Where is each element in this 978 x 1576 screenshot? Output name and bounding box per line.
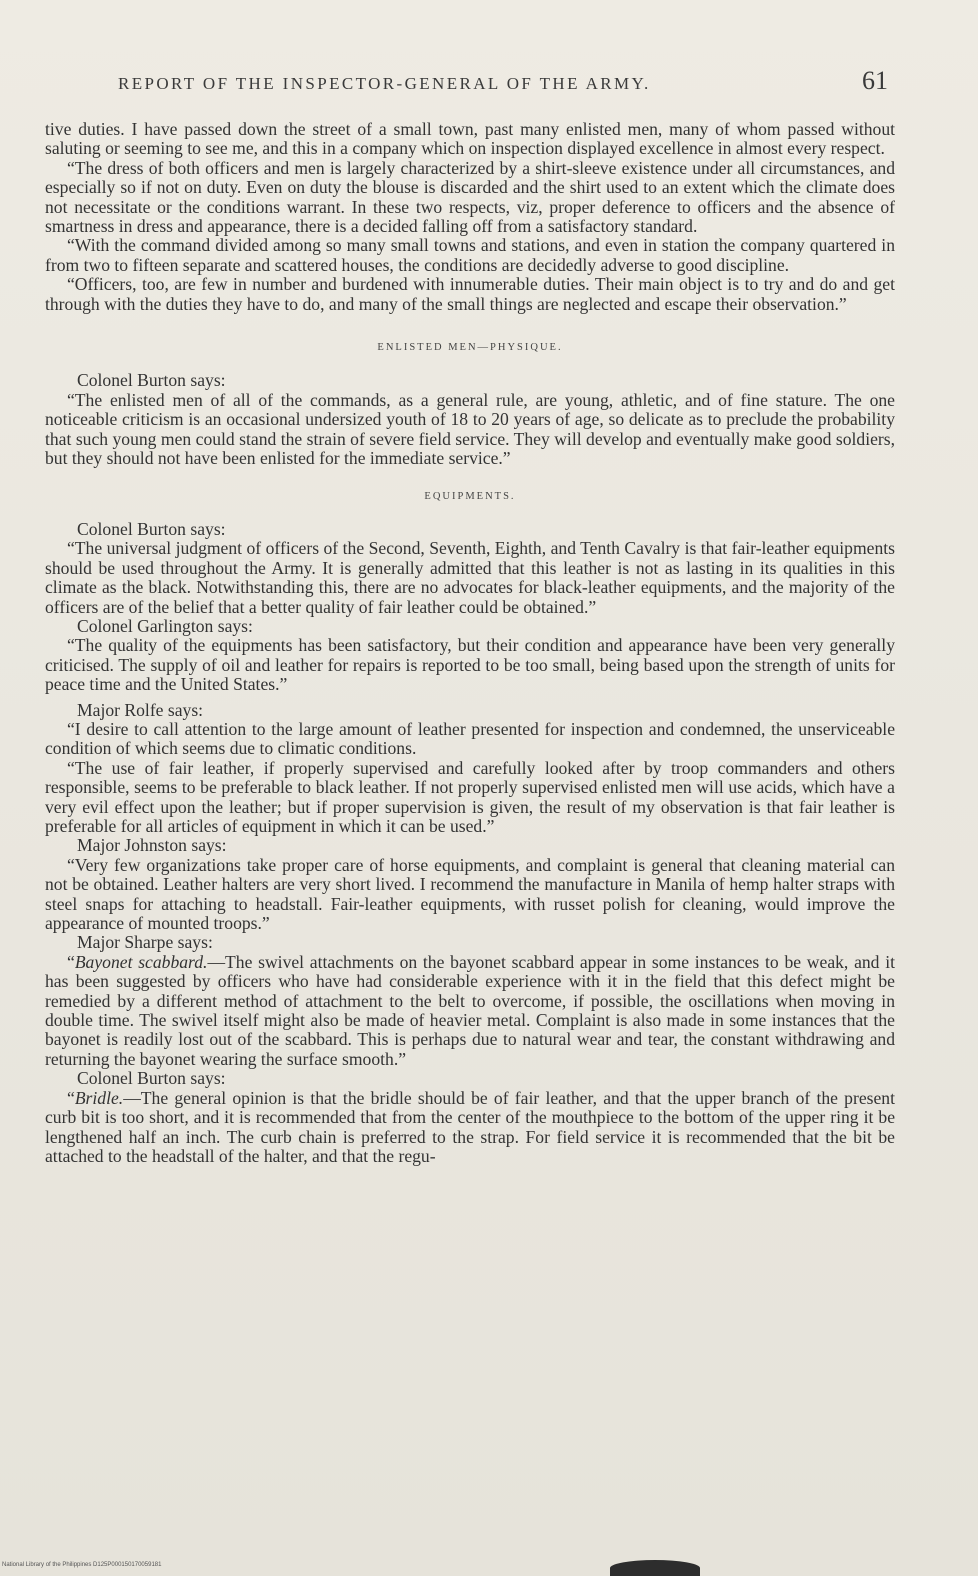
quote-paragraph: “The enlisted men of all of the commands, as a general rule, are young, athletic, and of fine stature. The one noticeable criticism is an occasional undersized youth of 18 to 20 years of age, so delicate as to preclude the probability that such young men could stand the strain of severe field service. They will develop and eventually make good soldiers, but they should not have been enlisted for the immediate service.”	[45, 389, 895, 469]
paragraph: “Officers, too, are few in number and burdened with innumerable duties. Their main object is to try and do and get through with the duties they have to do, and many of the small things are neglected and escape their observation.”	[45, 274, 895, 314]
paragraph: “With the command divided among so many small towns and stations, and even in station the company quartered in from two to fifteen separate and scattered houses, the conditions are decidedly adverse to good discipline.	[45, 235, 895, 275]
speaker-line: Colonel Burton says:	[77, 518, 226, 539]
running-title: REPORT OF THE INSPECTOR-GENERAL OF THE ARMY.	[118, 74, 651, 93]
speaker-line: Colonel Garlington says:	[77, 615, 253, 636]
page-number: 61	[862, 66, 888, 95]
quote-paragraph: “Bayonet scabbard.—The swivel attachments on the bayonet scabbard appear in some instances to be weak, and it has been suggested by officers who have had considerable experience with it in the field that this defect might be remedied by a different method of attachment to the belt to overcome, if possible, the oscillations when moving in double time. The swivel itself might also be made of heavier metal. Complaint is also made in some instances that the bayonet is readily lost out of the scabbard. This is perhaps due to natural wear and tear, the constant withdrawing and returning the bayonet wearing the surface smooth.”	[45, 951, 895, 1069]
quote-paragraph: “The use of fair leather, if properly supervised and carefully looked after by troop commanders and others responsible, seems to be preferable to black leather. If not properly supervised enlisted men will use acids, which have a very evil effect upon the leather; but if proper supervision is given, the result of my observation is that fair leather is preferable for all articles of equipment in which it can be used.”	[45, 757, 895, 836]
quote-paragraph: “Bridle.—The general opinion is that the bridle should be of fair leather, and that the upper branch of the present curb bit is too short, and it is recommended that from the center of the mouthpiece to the bottom of the upper ring it be lengthened half an inch. The curb chain is preferred to the strap. For field service it is recommended that the bit be attached to the headstall of the halter, and that the regu-	[45, 1087, 895, 1166]
quote-paragraph: “The quality of the equipments has been satisfactory, but their condition and appearance have been very generally criticised. The supply of oil and leather for repairs is reported to be too small, being based upon the strength of units for peace time and the United States.”	[45, 635, 895, 695]
speaker-line: Colonel Burton says:	[77, 1068, 226, 1089]
italic-label-bridle: Bridle.	[74, 1087, 124, 1108]
scan-footer: National Library of the Philippines D125P000150170059181	[2, 1562, 162, 1568]
speaker-line: Colonel Burton says:	[77, 370, 226, 391]
scan-shadow-mark	[610, 1560, 700, 1576]
italic-label-bayonet-scabbard: Bayonet scabbard.	[74, 951, 208, 972]
quote-paragraph: “I desire to call attention to the large amount of leather presented for inspection and condemned, the unserviceable condition of which seems due to climatic conditions.	[45, 718, 895, 759]
paragraph: tive duties. I have passed down the street of a small town, past many enlisted men, many of whom passed without saluting or seeming to see me, and this in a company which on inspection displayed excellence in almost every respect.	[45, 119, 895, 159]
paragraph: “The dress of both officers and men is largely characterized by a shirt-sleeve existence under all circumstances, and especially so if not on duty. Even on duty the blouse is discarded and the shirt used to an extent which the climate does not necessitate or the conditions warrant. In these two respects, viz, proper deference to officers and the absence of smartness in dress and appearance, there is a decided falling off from a satisfactory standard.	[45, 157, 895, 237]
quote-paragraph: “The universal judgment of officers of the Second, Seventh, Eighth, and Tenth Cavalry is that fair-leather equipments should be used throughout the Army. It is generally admitted that this leather is not as lasting in its qualities in this climate as the black. Notwithstanding this, there are no advocates for black-leather equipments, and the majority of the officers are of the belief that a better quality of fair leather could be obtained.”	[45, 538, 895, 617]
section-heading-physique: ENLISTED MEN—PHYSIQUE.	[377, 342, 563, 354]
speaker-line: Major Johnston says:	[77, 835, 227, 856]
section-heading-equipments: EQUIPMENTS.	[424, 490, 516, 502]
page-header	[118, 66, 888, 100]
quote-paragraph: “Very few organizations take proper care of horse equipments, and complaint is general that cleaning material can not be obtained. Leather halters are very short lived. I recommend the manufacture in Manila of hemp halter straps with steel snaps for attaching to headstall. Fair-leather equipments, with russet polish for cleaning, would improve the appearance of mounted troops.”	[45, 854, 895, 934]
quote-text: —The general opinion is that the bridle should be of fair leather, and that the upper branch of the present curb bit is too short, and it is recommended that from the center of the mouthpiece to the bottom of the upper ring it be lengthened half an inch. The curb chain is preferred to the strap. For field service it is recommended that the bit be attached to the headstall of the halter, and that the regu-	[45, 1087, 895, 1166]
speaker-line: Major Sharpe says:	[77, 932, 213, 953]
page-body	[45, 120, 895, 1166]
quote-text: —The swivel attachments on the bayonet scabbard appear in some instances to be weak, and it has been suggested by officers who have had considerable experience with it in the field that this defect might be remedied by a different method of attachment to the belt to overcome, if possible, the oscillations when moving in double time. The swivel itself might also be made of heavier metal. Complaint is also made in some instances that the bayonet is readily lost out of the scabbard. This is perhaps due to natural wear and tear, the constant withdrawing and returning the bayonet wearing the surface smooth.”	[45, 951, 895, 1069]
speaker-line: Major Rolfe says:	[77, 699, 204, 720]
